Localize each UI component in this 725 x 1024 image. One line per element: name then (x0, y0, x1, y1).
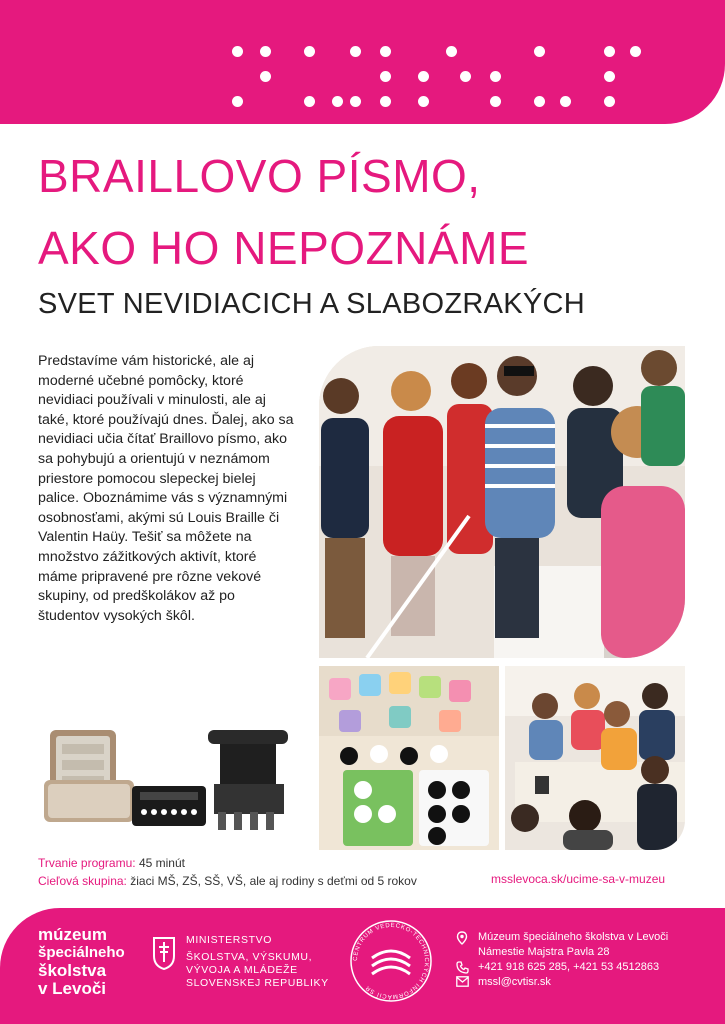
ministry-line2: ŠKOLSTVA, VÝSKUMU, (186, 951, 313, 963)
program-info (38, 854, 417, 890)
page-title-line1: BRAILLOVO PÍSMO, (38, 150, 481, 202)
cvti-logo (348, 918, 434, 1004)
ministry-line3: VÝVOJA A MLÁDEŽE (186, 964, 298, 976)
address-row (456, 930, 668, 960)
phone-row (456, 960, 668, 975)
target-row (38, 872, 417, 890)
email-row (456, 975, 668, 990)
header-band (0, 0, 725, 124)
photo-children-white-cane (319, 346, 685, 658)
photo-braille-board (319, 666, 499, 850)
slovak-crest-icon (152, 936, 176, 970)
email-icon (456, 976, 469, 987)
photo-braille-devices (44, 720, 304, 838)
page-title-line2: AKO HO NEPOZNÁME (38, 222, 530, 274)
website-link[interactable]: msslevoca.sk/ucime-sa-v-muzeu (491, 872, 666, 886)
location-icon (456, 931, 468, 945)
phone-icon (456, 961, 469, 974)
photo-children-at-table (505, 666, 685, 850)
museum-logo (38, 926, 125, 998)
ministry-line1: MINISTERSTVO (186, 934, 272, 946)
museum-logo-line1: múzeum (38, 925, 107, 944)
svg-text:CENTRUM VEDECKO-TECHNICKÝCH IN (353, 923, 429, 1000)
page-subtitle: SVET NEVIDIACICH A SLABOZRAKÝCH (38, 288, 586, 320)
contact-block (456, 930, 668, 990)
braille-dots-decoration (232, 46, 652, 108)
address-line1: Múzeum špeciálneho školstva v Levoči (478, 931, 669, 943)
target-label: Cieľová skupina: (38, 874, 127, 888)
intro-paragraph: Predstavíme vám historické, ale aj moderné učebné pomôcky, ktoré nevidiaci používali v minulosti, ale aj také, ktoré používajú dnes. Ďalej, ako sa nevidiaci učia čítať Braillovo písmo, ako sa pohybujú a orientujú v neznámom priestore pomocou slepeckej bielej palice. Oboznámime vás s významnými osobnosťami, akými sú Louis Braille či Valentin Haüy. Tešiť sa môžete na množstvo zážitkových aktivít, ktoré máme pripravené pre rôzne vekové skupiny, od predškolákov až po študentov vysokých škôl. (38, 353, 294, 624)
cvti-ring-text: CENTRUM VEDECKO-TECHNICKÝCH INFORMÁCIÍ SR (352, 922, 430, 1000)
duration-label: Trvanie programu: (38, 856, 136, 870)
duration-row (38, 854, 417, 872)
address-line2: Námestie Majstra Pavla 28 (478, 946, 610, 958)
ministry-line4: SLOVENSKEJ REPUBLIKY (186, 977, 329, 989)
museum-logo-line3: školstva (38, 961, 107, 980)
phone-numbers[interactable]: +421 918 625 285, +421 53 4512863 (478, 961, 660, 973)
duration-value: 45 minút (138, 856, 185, 870)
museum-logo-line2: špeciálneho (38, 944, 125, 961)
target-value: žiaci MŠ, ZŠ, SŠ, VŠ, ale aj rodiny s deťmi od 5 rokov (130, 874, 417, 888)
email-address[interactable]: mssl@cvtisr.sk (478, 976, 551, 988)
museum-logo-line4: v Levoči (38, 979, 107, 998)
